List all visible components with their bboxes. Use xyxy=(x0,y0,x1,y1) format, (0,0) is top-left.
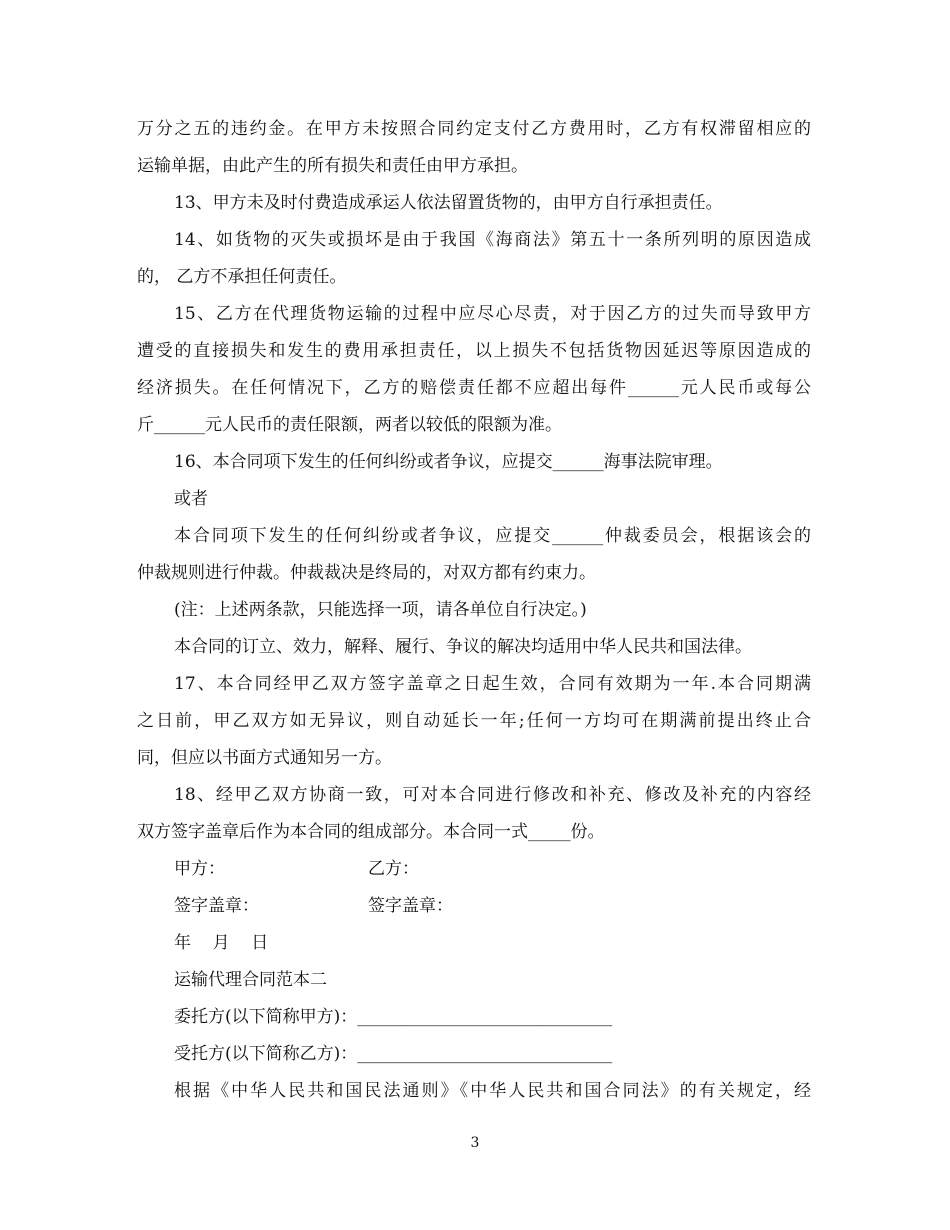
para-15-line-2: 遭受的直接损失和发生的费用承担责任，以上损失不包括货物因延迟等原因造成的 xyxy=(137,341,811,361)
para-17-line-2: 之日前，甲乙双方如无异议，则自动延长一年;任何一方均可在期满前提出终止合 xyxy=(137,711,811,731)
para-16b-line-1: 本合同项下发生的任何纠纷或者争议，应提交______仲裁委员会，根据该会的 xyxy=(174,526,811,546)
para-15-line-1: 15、乙方在代理货物运输的过程中应尽心尽责，对于因乙方的过失而导致甲方 xyxy=(174,304,811,324)
agent-field: 受托方(以下简称乙方)：______________________________ xyxy=(174,1044,613,1064)
para-17-line-1: 17、本合同经甲乙双方签字盖章之日起生效，合同有效期为一年.本合同期满 xyxy=(174,674,811,694)
party-b-label: 乙方： xyxy=(368,859,419,879)
party-a-label: 甲方： xyxy=(174,859,225,879)
principal-field: 委托方(以下简称甲方)：______________________________ xyxy=(174,1007,613,1027)
para-14-line-1: 14、如货物的灭失或损坏是由于我国《海商法》第五十一条所列明的原因造成 xyxy=(174,230,811,250)
para-18-line-2: 双方签字盖章后作为本合同的组成部分。本合同一式_____份。 xyxy=(137,822,605,842)
para-14-line-2: 的， 乙方不承担任何责任。 xyxy=(137,267,347,287)
para-15-line-4: 斤______元人民币的责任限额，两者以较低的限额为准。 xyxy=(137,415,562,435)
page-number: 3 xyxy=(470,1135,480,1151)
para-12-line-2: 运输单据，由此产生的所有损失和责任由甲方承担。 xyxy=(137,156,528,176)
second-contract-intro: 根据《中华人民共和国民法通则》《中华人民共和国合同法》的有关规定，经 xyxy=(174,1081,811,1101)
para-note: (注：上述两条款，只能选择一项，请各单位自行决定。) xyxy=(174,600,587,620)
para-13-line-1: 13、甲方未及时付费造成承运人依法留置货物的，由甲方自行承担责任。 xyxy=(174,193,723,213)
para-17-line-3: 同，但应以书面方式通知另一方。 xyxy=(137,748,392,768)
date-line: 年 月 日 xyxy=(174,933,269,953)
para-16-line-1: 16、本合同项下发生的任何纠纷或者争议，应提交______海事法院审理。 xyxy=(174,452,723,472)
para-15-line-3: 经济损失。在任何情况下，乙方的赔偿责任都不应超出每件______元人民币或每公 xyxy=(137,378,811,398)
para-16b-line-2: 仲裁规则进行仲裁。仲裁裁决是终局的，对双方都有约束力。 xyxy=(137,563,596,583)
second-contract-title: 运输代理合同范本二 xyxy=(174,970,327,990)
para-law: 本合同的订立、效力，解释、履行、争议的解决均适用中华人民共和国法律。 xyxy=(174,637,752,657)
para-12-line-1: 万分之五的违约金。在甲方未按照合同约定支付乙方费用时，乙方有权滞留相应的 xyxy=(137,119,811,139)
para-or: 或者 xyxy=(174,489,208,509)
party-b-seal-label: 签字盖章： xyxy=(368,896,453,916)
party-a-seal-label: 签字盖章： xyxy=(174,896,259,916)
para-18-line-1: 18、经甲乙双方协商一致，可对本合同进行修改和补充、修改及补充的内容经 xyxy=(174,785,811,805)
